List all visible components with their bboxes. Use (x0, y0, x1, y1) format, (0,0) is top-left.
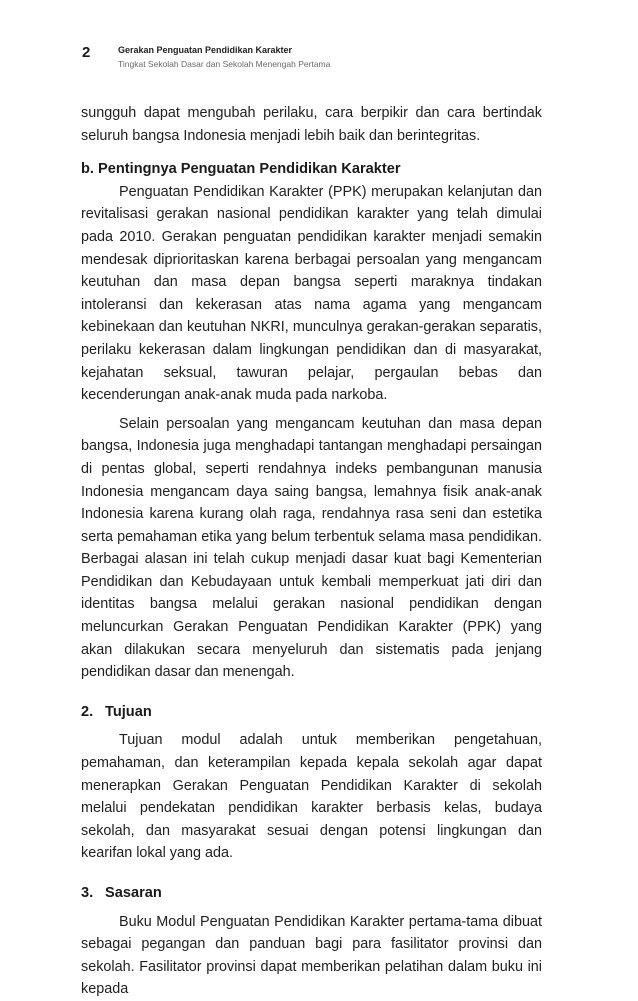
intro-paragraph: sungguh dapat mengubah perilaku, cara berpikir dan cara bertindak seluruh bangsa Indonesia menjadi lebih baik dan berintegritas. (81, 105, 542, 144)
section-b-paragraph-1: Penguatan Pendidikan Karakter (PPK) merupakan kelanjutan dan revitalisasi gerakan nasional pendidikan karakter yang telah dimulai pada 2010. Gerakan penguatan pendidikan karakter menjadi semakin mendesak diprioritaskan karena berbagai persoalan yang mengancam keutuhan dan masa depan bangsa seperti maraknya tindakan intoleransi dan kekerasan atas nama agama yang mengancam kebinekaan dan keutuhan NKRI, munculnya gerakan-gerakan separatis, perilaku kekerasan dalam lingkungan pendidikan dan di masyarakat, kejahatan seksual, tawuran pelajar, pergaulan bebas dan kecenderungan anak-anak muda pada narkoba. (81, 183, 542, 404)
section-2-paragraph: Tujuan modul adalah untuk memberikan pengetahuan, pemahaman, dan keterampilan kepada kepala sekolah agar dapat menerapkan Gerakan Penguatan Pendidikan Karakter di sekolah melalui pendekatan pendidikan karakter berbasis kelas, budaya sekolah, dan masyarakat sesuai dengan potensi lingkungan dan kearifan lokal yang ada. (81, 732, 542, 862)
section-2-number: 2. (81, 703, 94, 720)
page-number: 2 (82, 44, 91, 61)
section-3-number: 3. (81, 885, 94, 901)
section-3-paragraph: Buku Modul Penguatan Pendidikan Karakter pertama-tama dibuat sebagai pegangan dan panduan bagi para fasilitator provinsi dan sekolah. Fasilitator provinsi dapat memberikan pelatihan dalam buku ini kepada (81, 913, 542, 998)
section-2-title: Tujuan (105, 703, 152, 720)
running-title: Gerakan Penguatan Pendidikan Karakter (118, 45, 293, 55)
section-3-heading (81, 882, 542, 905)
section-b-paragraph-2: Selain persoalan yang mengancam keutuhan dan masa depan bangsa, Indonesia juga menghadapi tantangan menghadapi persaingan di pentas global, seperti rendahnya indeks pembangunan manusia Indonesia mengancam daya saing bangsa, lemahnya fisik anak-anak Indonesia karena kurang olah raga, rendahnya rasa seni dan estetika serta pemahaman etika yang belum terbentuk selama masa pendidikan. Berbagai alasan ini telah cukup menjadi dasar kuat bagi Kementerian Pendidikan dan Kebudayaan untuk kembali memperkuat jati diri dan identitas bangsa melalui gerakan nasional pendidikan dengan meluncurkan Gerakan Penguatan Pendidikan Karakter (PPK) yang akan dilakukan secara menyeluruh dan sistematis pada jenjang pendidikan dasar dan menengah. (81, 415, 542, 681)
section-2-heading (81, 701, 542, 724)
section-b-heading: b. Pentingnya Penguatan Pendidikan Karakter (81, 161, 401, 178)
section-3-title: Sasaran (105, 885, 162, 901)
running-subtitle: Tingkat Sekolah Dasar dan Sekolah Menengah Pertama (118, 59, 331, 69)
page-body (81, 102, 542, 1001)
